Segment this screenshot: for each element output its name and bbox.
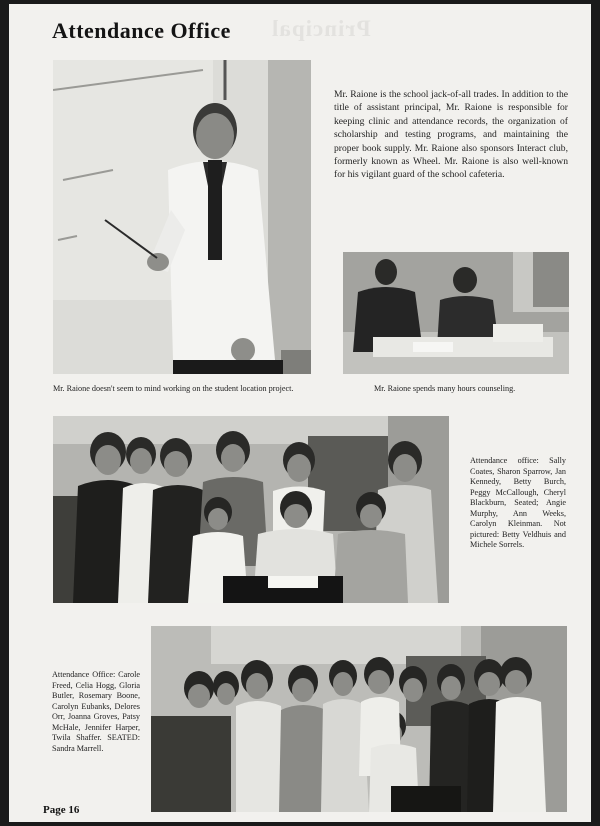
yearbook-page [9,4,591,822]
bleed-through-heading: Principal [271,16,371,41]
photo-attendance-office-group-1 [53,416,449,603]
caption-photo-1: Mr. Raione doesn't seem to mind working on the student location project. [53,384,294,393]
body-paragraph: Mr. Raione is the school jack-of-all trades. In addition to the title of assistant principal, Mr. Raione is responsible for keeping clinic and attendance records, the organization of scholarship and testing programs, and maintaining the proper book supply. Mr. Raione also sponsors Interact club, formerly known as Wheel. Mr. Raione is also well-known for his vigilant guard of the school cafeteria. [334,89,568,181]
page-title: Attendance Office [52,18,231,43]
page-number: Page 16 [43,804,80,816]
photo-attendance-office-group-2 [151,626,567,812]
caption-photo-2: Mr. Raione spends many hours counseling. [374,384,516,393]
caption-photo-4: Attendance Office: Carole Freed, Celia Hogg, Gloria Butler, Rosemary Boone, Carolyn Eubanks, Delores Orr, Joanna Groves, Patsy McHale, Jennifer Harper, Twila Shaffer. SEATED: Sandra Marrell. [52,670,140,753]
photo-raione-at-board [53,60,311,374]
photo-raione-counseling [343,252,569,374]
caption-photo-3: Attendance office: Sally Coates, Sharon Sparrow, Jan Kennedy, Betty Burch, Peggy McCallough, Cheryl Blackburn, Seated; Angie Murphy, Ann Weeks, Carolyn Kleinman. Not pictured: Betty Veldhuis and Michele Sorrels. [470,456,566,549]
